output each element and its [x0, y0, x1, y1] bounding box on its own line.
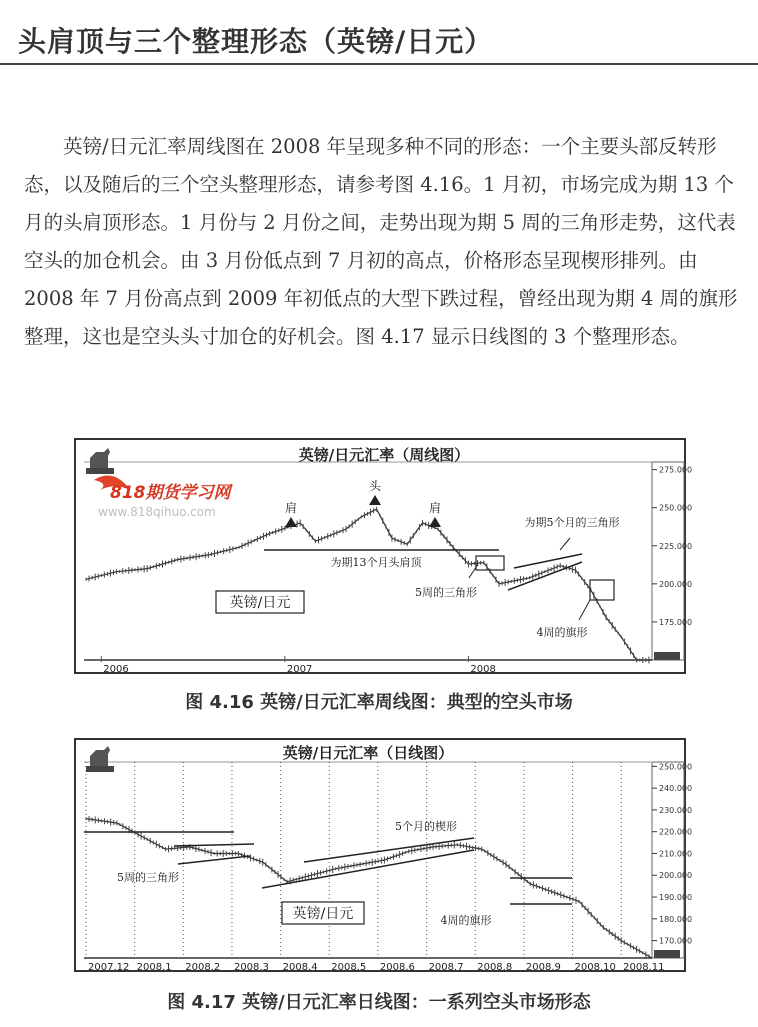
- title-rule: [0, 63, 758, 65]
- x-tick-label: 2008.4: [282, 962, 318, 973]
- figure2-caption: 图 4.17 英镑/日元汇率日线图：一系列空头市场形态: [167, 992, 591, 1013]
- x-tick-label: 2008.5: [331, 962, 367, 973]
- x-tick-label: 2008.6: [379, 962, 415, 973]
- y-tick-label: 180.000: [659, 914, 693, 924]
- five-week-triangle-label: 5周的三角形: [117, 871, 179, 884]
- y-tick-label: 175.000: [659, 617, 693, 627]
- x-tick-label: 2008.3: [233, 962, 269, 973]
- x-tick-label: 2007.12: [88, 962, 130, 973]
- y-tick-label: 200.000: [659, 579, 693, 589]
- x-tick-label: 2007: [286, 664, 313, 675]
- body-paragraph: [24, 128, 744, 356]
- y-tick-label: 200.000: [659, 871, 693, 881]
- five-week-triangle-label: 5周的三角形: [415, 586, 477, 599]
- x-tick-label: 2008.10: [574, 962, 616, 973]
- y-tick-label: 230.000: [659, 805, 693, 815]
- figure1-caption: 图 4.16 英镑/日元汇率周线图：典型的空头市场: [185, 692, 573, 713]
- y-tick-label: 220.000: [659, 827, 693, 837]
- x-tick-label: 2008.2: [185, 962, 221, 973]
- figure1-chart: [74, 438, 693, 675]
- chart1-title: 英镑/日元汇率（周线图）: [298, 446, 470, 464]
- page-title: 头肩顶与三个整理形态（英镑/日元）: [18, 25, 494, 58]
- x-tick-label: 2006: [103, 664, 129, 675]
- y-tick-label: 210.000: [659, 849, 693, 859]
- head-label: 头: [368, 479, 382, 493]
- wedge-label: 5个月的楔形: [395, 820, 457, 833]
- chart2-title: 英镑/日元汇率（日线图）: [282, 744, 454, 762]
- x-tick-label: 2008: [470, 664, 496, 675]
- y-tick-label: 190.000: [659, 893, 693, 903]
- x-tick-label: 2008.7: [428, 962, 464, 973]
- paragraph-text: 英镑/日元汇率周线图在 2008 年呈现多种不同的形态：一个主要头部反转形态，以及随后的三个空头整理形态，请参考图 4.16。1 月初，市场完成为期 13 个月的头肩顶形态。1 月份与 2 月份之间，走势出现为期 5 周的三角形走势，这代表空头的加仓机会。由 3 月份低点到 7 月初的高点，价格形态呈现楔形排列。由 2008 年 7 月份高点到 2009 年初低点的大型下跌过程，曾经出现为期 4 周的旗形整理，这也是空头头寸加仓的好机会。图 4.17 显示日线图的 3 个整理形态。: [24, 135, 738, 348]
- instrument-label-2: 英镑/日元: [292, 906, 354, 922]
- x-tick-label: 2008.9: [525, 962, 561, 973]
- watermark-brand: 818期货学习网: [110, 483, 231, 503]
- y-tick-label: 240.000: [659, 784, 693, 794]
- y-tick-label: 275.000: [659, 465, 693, 475]
- watermark-url: www.818qihuo.com: [98, 505, 216, 519]
- y-tick-label: 250.000: [659, 762, 693, 772]
- y-tick-label: 225.000: [659, 541, 693, 551]
- x-tick-label: 2008.1: [136, 962, 172, 973]
- five-month-triangle-label: 为期5个月的三角形: [524, 516, 620, 529]
- left-shoulder-label: 肩: [284, 501, 298, 515]
- x-tick-label: 2008.8: [477, 962, 513, 973]
- four-week-flag-label: 4周的旗形: [536, 626, 588, 639]
- y-tick-label: 250.000: [659, 503, 693, 513]
- figure2-chart: [74, 738, 693, 973]
- four-week-flag-label: 4周的旗形: [440, 914, 492, 927]
- x-tick-label: 2008.11: [623, 962, 665, 973]
- y-tick-label: 170.000: [659, 936, 693, 946]
- right-shoulder-label: 肩: [428, 501, 442, 515]
- instrument-label-1: 英镑/日元: [229, 595, 291, 611]
- hs-top-label: 为期13个月头肩顶: [330, 556, 422, 569]
